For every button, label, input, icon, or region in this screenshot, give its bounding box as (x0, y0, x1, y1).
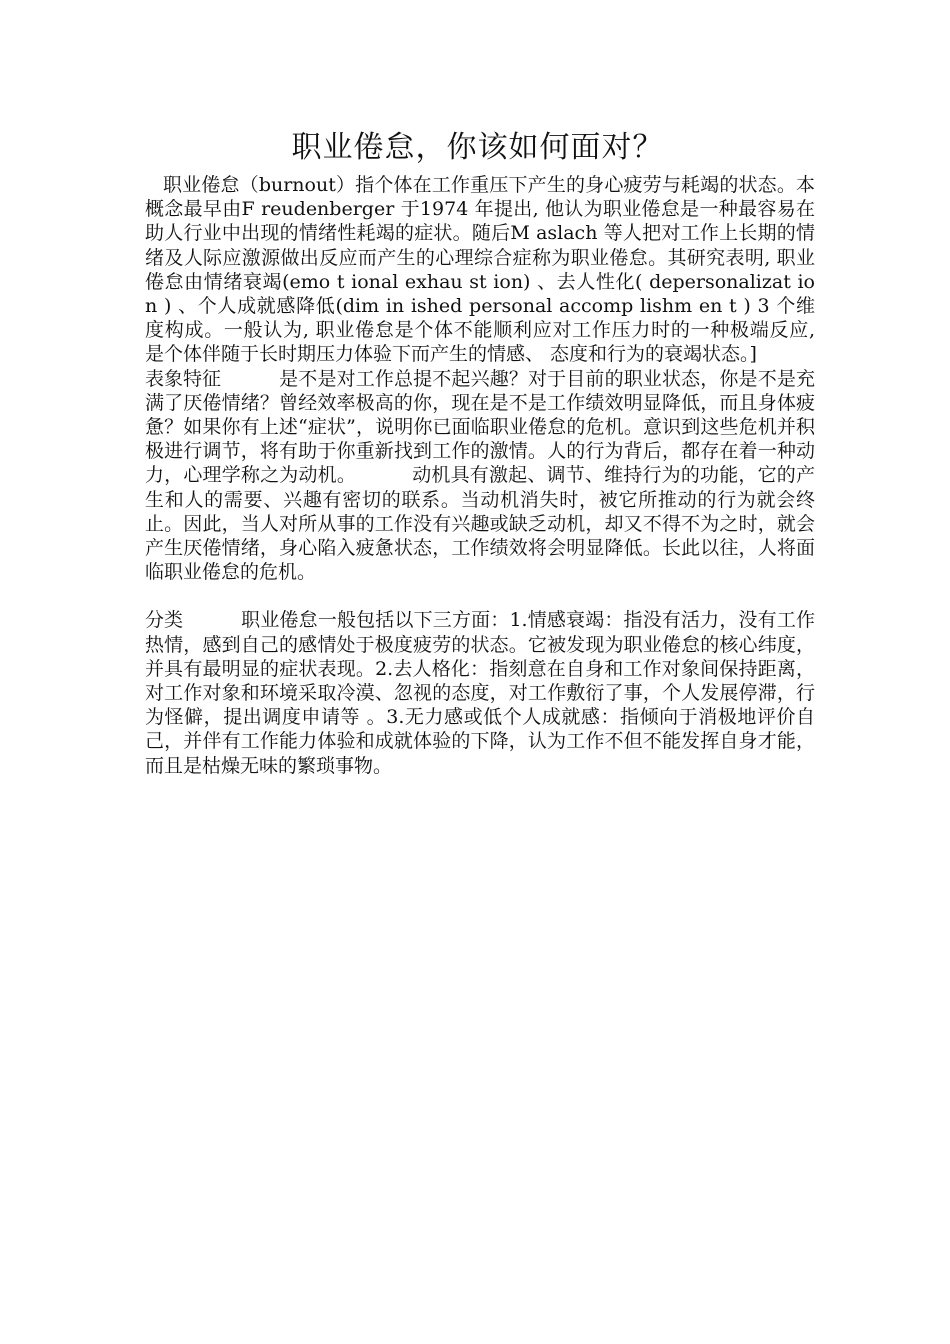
classification-paragraph (145, 608, 815, 777)
classification-heading: 分类 (145, 609, 184, 632)
symptoms-text-part2: 动机具有激起、调节、维持行为的功能，它的产生和人的需要、兴趣有密切的联系。当动机消失时，被它所推动的行为就会终止。因此，当人对所从事的工作没有兴趣或缺乏动机，却又不得不为之时，就会产生厌倦情绪，身心陷入疲惫状态，工作绩效将会明显降低。长此以往，人将面临职业倦怠的危机。 (145, 464, 815, 584)
symptoms-heading: 表象特征 (145, 367, 222, 390)
symptoms-paragraph (145, 367, 815, 585)
document-body (145, 173, 815, 778)
section-spacing (145, 584, 815, 608)
intro-paragraph: 职业倦怠（burnout）指个体在工作重压下产生的身心疲劳与耗竭的状态。本概念最早由F reudenberger 于1974 年提出, 他认为职业倦怠是一种最容易在助人行业中出现的情绪性耗竭的症状。随后M aslach 等人把对工作上长期的情绪及人际应激源做出反应而产生的心理综合症称为职业倦怠。其研究表明, 职业倦怠由情绪衰竭(emo t ional exhau st ion) 、去人性化( depersonalizat ion ) 、个人成就感降低(dim in ished personal accomp lishm en t ) 3 个维度构成。一般认为, 职业倦怠是个体不能顺利应对工作压力时的一种极端反应, 是个体伴随于长时期压力体验下而产生的情感、 态度和行为的衰竭状态。] (145, 174, 815, 366)
symptoms-text-part1: 是不是对工作总提不起兴趣？对于目前的职业状态，你是不是充满了厌倦情绪？曾经效率极高的你，现在是不是工作绩效明显降低，而且身体疲惫？如果你有上述“症状”，说明你已面临职业倦怠的危机。意识到这些危机并积极进行调节，将有助于你重新找到工作的激情。人的行为背后，都存在着一种动力，心理学称之为动机。 (145, 367, 815, 487)
document-title: 职业倦怠，你该如何面对？ (291, 130, 664, 165)
classification-text: 职业倦怠一般包括以下三方面：1.情感衰竭：指没有活力，没有工作热情，感到自己的感情处于极度疲劳的状态。它被发现为职业倦怠的核心纬度，并具有最明显的症状表现。2.去人格化：指刻意在自身和工作对象间保持距离，对工作对象和环境采取冷漠、忽视的态度，对工作敷衍了事，个人发展停滞，行为怪僻，提出调度申请等 。3.无力感或低个人成就感：指倾向于消极地评价自己，并伴有工作能力体验和成就体验的下降，认为工作不但不能发挥自身才能，而且是枯燥无味的繁琐事物。 (145, 609, 815, 777)
